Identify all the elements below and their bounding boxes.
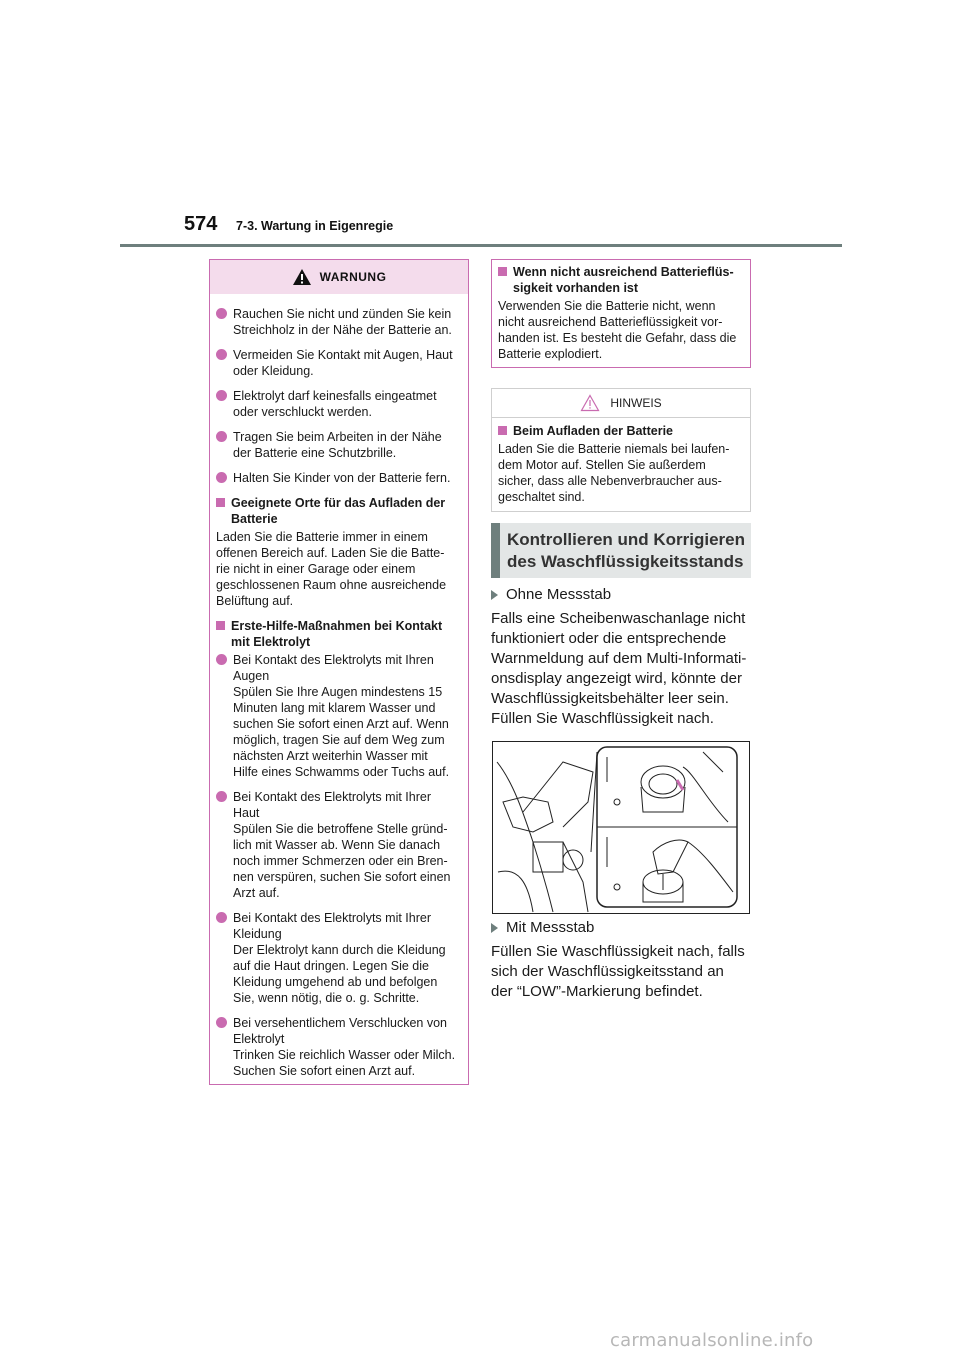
bullet-icon [216, 308, 227, 319]
firstaid-item: Bei Kontakt des Elektrolyts mit Ihrer Kleidung Der Elektrolyt kann durch die Kleidung auf die Haut dringen. Legen Sie die Kleidung umgehend ab und befolgen Sie, wenn nötig, die o. g. Schritte. [216, 910, 456, 1006]
bullet-icon [216, 654, 227, 665]
arrow-marker-icon [491, 590, 498, 600]
warning-item: Vermeiden Sie Kontakt mit Augen, Haut oder Kleidung. [216, 347, 456, 379]
square-bullet-icon [498, 426, 507, 435]
warning-item: Elektrolyt darf keinesfalls eingeatmet oder verschluckt werden. [216, 388, 456, 420]
fluid-heading: Wenn nicht ausreichend Batterieflüs- sigkeit vorhanden ist [498, 264, 738, 296]
warning-header [210, 260, 468, 294]
washer-reservoir-illustration [493, 742, 749, 913]
with-dipstick-label-row [491, 918, 594, 938]
hint-heading: Beim Aufladen der Batterie [498, 423, 738, 439]
warning-item: Halten Sie Kinder von der Batterie fern. [216, 470, 456, 486]
engine-bay-illustration [492, 741, 750, 914]
bullet-icon [216, 390, 227, 401]
caution-triangle-icon [580, 394, 600, 412]
warning-triangle-icon [292, 268, 312, 286]
firstaid-item: Bei Kontakt des Elektrolyts mit Ihren Augen Spülen Sie Ihre Augen mindestens 15 Minuten lang mit klarem Wasser und suchen Sie sofort einen Arzt auf. Wenn möglich, tragen Sie auf dem Weg zum nächsten Arzt weiterhin Wasser mit Hilfe eines Schwamms oder Tuchs auf. [216, 652, 456, 780]
watermark: carmanualsonline.info [610, 1330, 814, 1351]
hint-box [491, 388, 751, 512]
header-rule [120, 244, 842, 247]
hint-title: HINWEIS [610, 396, 662, 410]
warning-item: Rauchen Sie nicht und zünden Sie kein Streichholz in der Nähe der Batterie an. [216, 306, 456, 338]
charge-text: Laden Sie die Batterie immer in einem offenen Bereich auf. Laden Sie die Batte- rie nicht in einer Garage oder einem geschlossenen Raum ohne ausreichende Belüftung auf. [216, 530, 447, 608]
without-dipstick-label: Ohne Messstab [506, 586, 612, 603]
hint-text: Laden Sie die Batterie niemals bei laufen- dem Motor auf. Stellen Sie außerdem sicher, dass alle Nebenverbraucher aus- geschaltet sind. [498, 442, 730, 504]
topic-title: Kontrollieren und Korrigieren des Waschflüssigkeitsstands [507, 530, 746, 571]
bullet-icon [216, 349, 227, 360]
fluid-warning-box [491, 259, 751, 368]
page-number: 574 [184, 213, 218, 235]
bullet-icon [216, 431, 227, 442]
warning-item: Tragen Sie beim Arbeiten in der Nähe der Batterie eine Schutzbrille. [216, 429, 456, 461]
square-bullet-icon [216, 621, 225, 630]
bullet-icon [216, 472, 227, 483]
without-dipstick-label-row [491, 585, 611, 605]
topic-bar [491, 523, 500, 578]
without-dipstick-text: Falls eine Scheibenwaschanlage nicht funktioniert oder die entsprechende Warnmeldung auf dem Multi-Informati- onsdisplay angezeigt wird, könnte der Waschflüssigkeitsbehälter leer sein. Füllen Sie Waschflüssigkeit nach. [491, 610, 747, 727]
square-bullet-icon [498, 267, 507, 276]
warning-box [209, 259, 469, 1085]
with-dipstick-text: Füllen Sie Waschflüssigkeit nach, falls sich der Waschflüssigkeitsstand an der “LOW”-Markierung befindet. [491, 943, 745, 1000]
warning-title: WARNUNG [319, 270, 387, 284]
bullet-icon [216, 791, 227, 802]
firstaid-item: Bei versehentlichem Verschlucken von Elektrolyt Trinken Sie reichlich Wasser oder Milch. Suchen Sie sofort einen Arzt auf. [216, 1015, 456, 1079]
hint-header [492, 389, 750, 418]
square-bullet-icon [216, 498, 225, 507]
with-dipstick-label: Mit Messstab [506, 919, 595, 936]
firstaid-heading: Erste-Hilfe-Maßnahmen bei Kontakt mit Elektrolyt [216, 618, 456, 650]
fluid-text: Verwenden Sie die Batterie nicht, wenn nicht ausreichend Batterieflüssigkeit vor- handen ist. Es besteht die Gefahr, dass die Batterie explodiert. [498, 299, 737, 361]
arrow-marker-icon [491, 923, 498, 933]
bullet-icon [216, 912, 227, 923]
bullet-icon [216, 1017, 227, 1028]
section-title: 7-3. Wartung in Eigenregie [236, 219, 394, 233]
firstaid-item: Bei Kontakt des Elektrolyts mit Ihrer Haut Spülen Sie die betroffene Stelle gründ- lich mit Wasser ab. Wenn Sie danach noch immer Schmerzen oder ein Bren- nen verspüren, suchen Sie sofort einen Arzt auf. [216, 789, 456, 901]
charge-heading: Geeignete Orte für das Aufladen der Batterie [216, 495, 456, 527]
topic-banner [491, 523, 751, 578]
